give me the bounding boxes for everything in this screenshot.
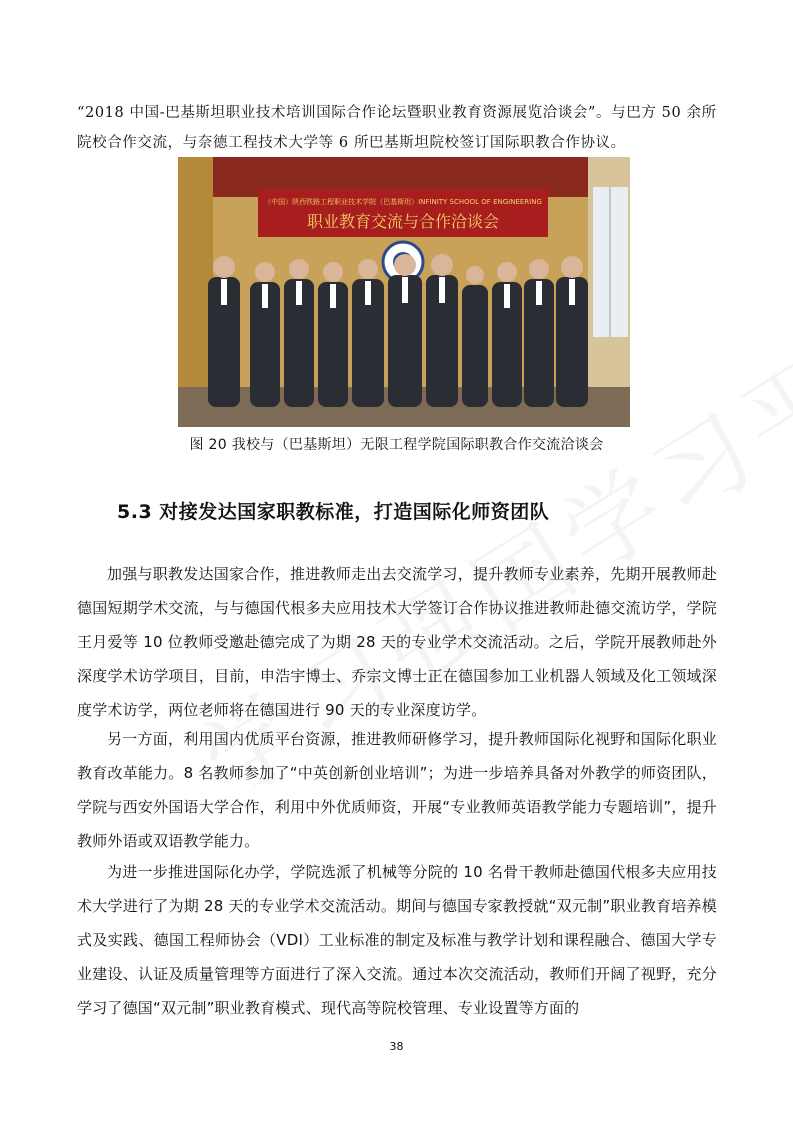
paragraph-3: 为进一步推进国际化办学，学院选派了机械等分院的 10 名骨干教师赴德国代根多夫应用技术大学进行了为期 28 天的专业学术交流活动。期间与德国专家教授就“双元制”职业教育培养模式及实践、德国工程师协会（VDI）工业标准的制定及标准与教学计划和课程融合、德国大学专业建设、认证及质量管理等方面进行了深入交流。通过本次交流活动，教师们开阔了视野，充分学习了德国“双元制”职业教育模式、现代高等院校管理、专业设置等方面的 (77, 863, 717, 1017)
intro-paragraph: “2018 中国-巴基斯坦职业技术培训国际合作论坛暨职业教育资源展览洽谈会”。与巴方 50 余所院校合作交流，与奈德工程技术大学等 6 所巴基斯坦院校签订国际职教合作协议。 (77, 105, 717, 151)
paragraph-1: 加强与职教发达国家合作，推进教师走出去交流学习，提升教师专业素养，先期开展教师赴德国短期学术交流，与与德国代根多夫应用技术大学签订合作协议推进教师赴德交流访学，学院王月爱等 10 位教师受邀赴德完成了为期 28 天的专业学术交流活动。之后，学院开展教师赴外深度学术访学项目，目前，申浩宇博士、乔宗文博士正在德国参加工业机器人领域及化工领域深度学术访学，两位老师将在德国进行 90 天的专业深度访学。 (77, 565, 717, 719)
banner-line-1: （中国）陕西铁路工程职业技术学院（巴基斯坦）INFINITY SCHOOL OF ENGINEERING (264, 198, 542, 206)
section-heading: 5.3 对接发达国家职教标准，打造国际化师资团队 (117, 501, 550, 523)
paragraph-2: 另一方面，利用国内优质平台资源，推进教师研修学习，提升教师国际化视野和国际化职业教育改革能力。8 名教师参加了“中英创新创业培训”；为进一步培养具备对外教学的师资团队，学院与西安外国语大学合作，利用中外优质师资，开展“专业教师英语教学能力专题培训”，提升教师外语或双语教学能力。 (77, 730, 717, 850)
page-number: 38 (389, 1040, 404, 1053)
figure-caption: 图 20 我校与（巴基斯坦）无限工程学院国际职教合作交流洽谈会 (189, 437, 604, 453)
group-photo (178, 157, 630, 427)
banner-line-2: 职业教育交流与合作洽谈会 (306, 212, 500, 231)
